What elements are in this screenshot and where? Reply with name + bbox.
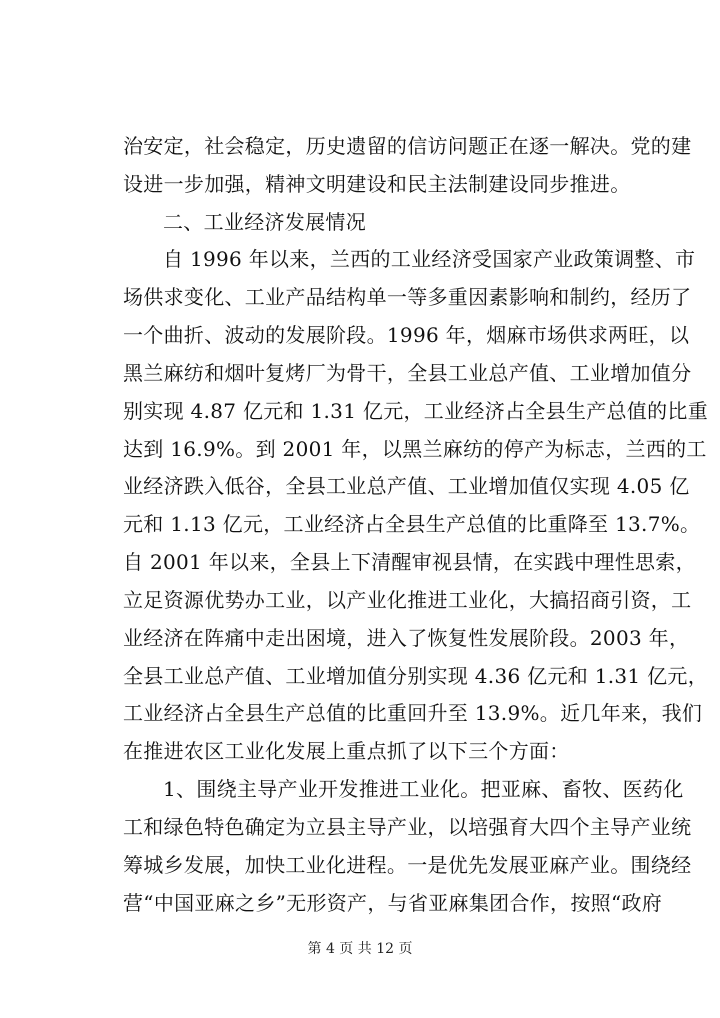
text-line: 立足资源优势办工业，以产业化推进工业化，大搞招商引资，工 [123,588,692,612]
text-line: 自 1996 年以来，兰西的工业经济受国家产业政策调整、市 [163,247,696,271]
text-line: 设进一步加强，精神文明建设和民主法制建设同步推进。 [123,172,631,196]
text-line: 别实现 4.87 亿元和 1.31 亿元，工业经济占全县生产总值的比重 [123,399,708,423]
text-line: 筹城乡发展，加快工业化进程。一是优先发展亚麻产业。围绕经 [123,853,692,877]
text-line: 一个曲折、波动的发展阶段。1996 年，烟麻市场供求两旺，以 [123,323,690,347]
text-line: 1、围绕主导产业开发推进工业化。把亚麻、畜牧、医药化 [163,777,684,801]
text-line: 治安定，社会稳定，历史遗留的信访问题正在逐一解决。党的建 [123,134,692,158]
text-line: 全县工业总产值、工业增加值分别实现 4.36 亿元和 1.31 亿元， [123,664,708,688]
section-heading: 二、工业经济发展情况 [163,210,366,234]
text-line: 黑兰麻纺和烟叶复烤厂为骨干，全县工业总产值、工业增加值分 [123,361,692,385]
text-line: 元和 1.13 亿元，工业经济占全县生产总值的比重降至 13.7%。 [123,512,701,536]
text-line: 工业经济占全县生产总值的比重回升至 13.9%。近几年来，我们 [123,701,703,725]
text-line: 自 2001 年以来，全县上下清醒审视县情，在实践中理性思索， [123,550,696,574]
page-number: 第 4 页 共 12 页 [307,941,413,957]
text-line: 业经济在阵痛中走出困境，进入了恢复性发展阶段。2003 年， [123,626,690,650]
text-line: 在推进农区工业化发展上重点抓了以下三个方面： [123,739,570,763]
text-line: 场供求变化、工业产品结构单一等多重因素影响和制约，经历了 [123,285,692,309]
text-line: 业经济跌入低谷，全县工业总产值、工业增加值仅实现 4.05 亿 [123,474,690,498]
text-line: 达到 16.9%。到 2001 年，以黑兰麻纺的停产为标志，兰西的工 [123,437,707,461]
text-line: 工和绿色特色确定为立县主导产业，以培强育大四个主导产业统 [123,815,692,839]
text-line: 营“中国亚麻之乡”无形资产，与省亚麻集团合作，按照“政府 [123,891,663,915]
